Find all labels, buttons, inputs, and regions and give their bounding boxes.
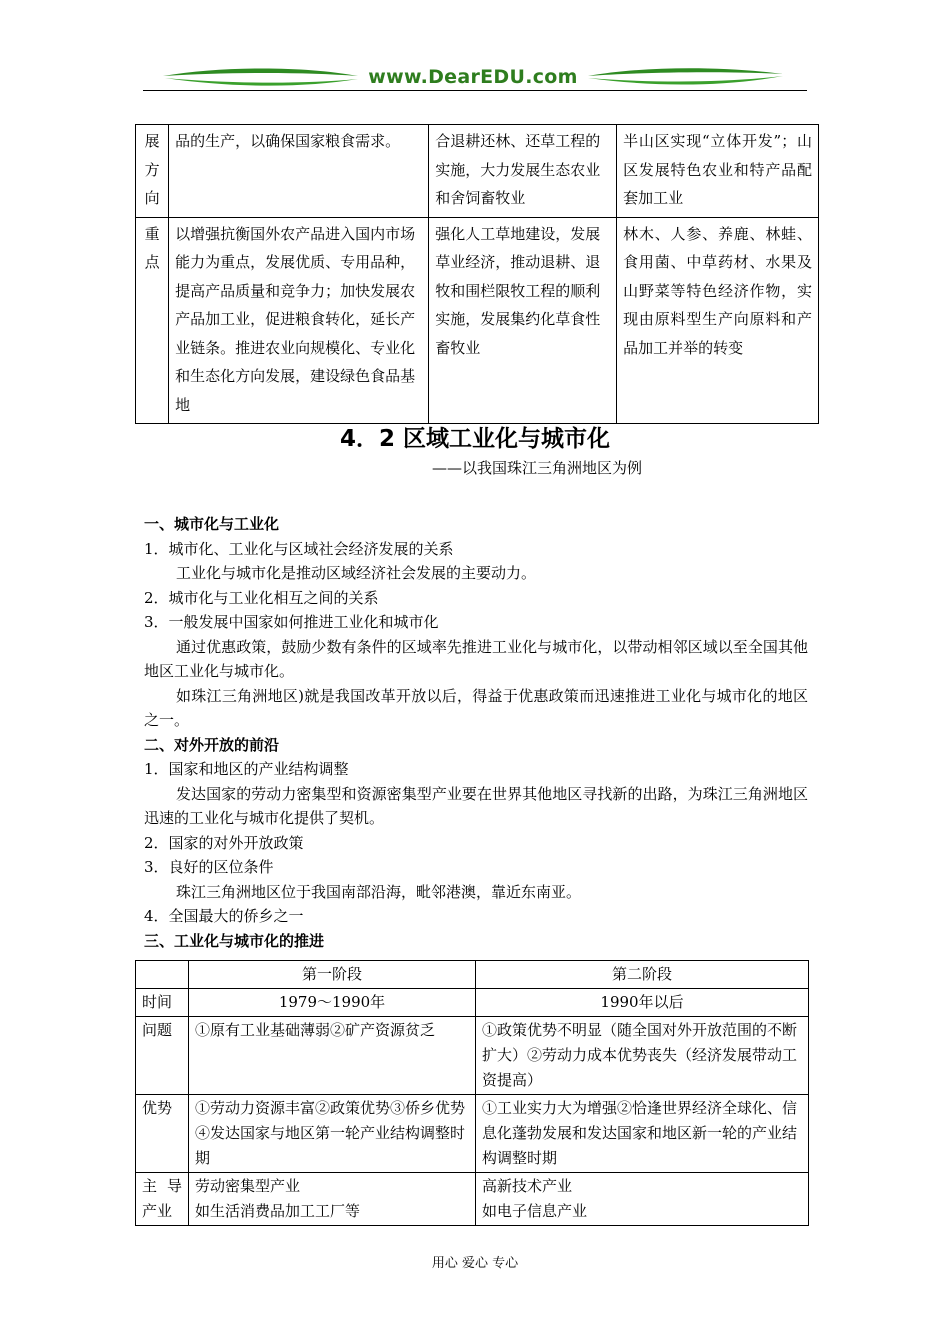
- table-cell: [189, 1173, 476, 1226]
- table-header-cell: [136, 961, 189, 989]
- list-item: 3．良好的区位条件: [144, 858, 274, 876]
- industrialization-table: [135, 960, 809, 1226]
- list-item: 1．城市化、工业化与区域社会经济发展的关系: [144, 539, 454, 558]
- paragraph: 如珠江三角洲地区)就是我国改革开放以后，得益于优惠政策而迅速推进工业化与城市化的地区之一。: [144, 686, 808, 729]
- table-cell: 以增强抗衡国外农产品进入国内市场能力为重点，发展优质、专用品种，提高产品质量和竞争力；加快发展农产品加工业，促进粮食转化，延长产业链条。推进农业向规模化、专业化和生态化方向发展，建设绿色食品基地: [169, 217, 429, 424]
- site-url: www.DearEDU.com: [368, 66, 578, 88]
- table-row: [136, 217, 819, 424]
- table-cell: [476, 1173, 809, 1226]
- row-label: 展方向: [136, 125, 169, 218]
- list-item: 1．国家和地区的产业结构调整: [144, 760, 349, 778]
- list-item: 4．全国最大的侨乡之一: [144, 907, 304, 925]
- paragraph: 工业化与城市化是推动区域经济社会发展的主要动力。: [176, 564, 537, 582]
- table-cell: ①政策优势不明显（随全国对外开放范围的不断扩大）②劳动力成本优势丧失（经济发展带动工资提高）: [476, 1017, 809, 1095]
- table-row: [136, 989, 809, 1017]
- table-header-cell: 第二阶段: [476, 961, 809, 989]
- section-title: 4．2 区域工业化与城市化: [339, 426, 610, 452]
- heading: 三、工业化与城市化的推进: [144, 931, 325, 950]
- paragraph: 通过优惠政策，鼓励少数有条件的区域率先推进工业化与城市化，以带动相邻区域以至全国其他地区工业化与城市化。: [144, 637, 808, 680]
- table-cell: ①原有工业基础薄弱②矿产资源贫乏: [189, 1017, 476, 1095]
- row-label: 主导产业: [136, 1173, 189, 1226]
- section-subtitle: ——以我国珠江三角洲地区为例: [432, 459, 643, 477]
- cell-line: 高新技术产业: [482, 1177, 573, 1195]
- document-body: [144, 512, 808, 953]
- table-cell: ①工业实力大为增强②恰逢世界经济全球化、信息化蓬勃发展和发达国家和地区新一轮的产业结构调整时期: [476, 1095, 809, 1173]
- table-cell: 半山区实现“立体开发”；山区发展特色农业和特产品配套加工业: [617, 125, 819, 218]
- row-label: 优势: [136, 1095, 189, 1173]
- table-cell: 合退耕还林、还草工程的实施，大力发展生态农业和舍饲畜牧业: [429, 125, 617, 218]
- heading: 一、城市化与工业化: [144, 515, 280, 533]
- header-rule: [143, 90, 807, 91]
- paragraph: 珠江三角洲地区位于我国南部沿海，毗邻港澳，靠近东南亚。: [176, 882, 582, 901]
- table-cell: 1979～1990年: [189, 989, 476, 1017]
- list-item: 2．城市化与工业化相互之间的关系: [144, 588, 379, 607]
- heading: 二、对外开放的前沿: [144, 735, 280, 754]
- table-cell: 强化人工草地建设，发展草业经济，推动退耕、退牧和围栏限牧工程的顺利实施，发展集约化草食性畜牧业: [429, 217, 617, 424]
- table-header-cell: 第一阶段: [189, 961, 476, 989]
- table-row: [136, 125, 819, 218]
- table-header-row: [136, 961, 809, 989]
- table-row: [136, 1173, 809, 1226]
- cell-line: 如生活消费品加工工厂等: [195, 1202, 361, 1220]
- cell-line: 劳动密集型产业: [195, 1177, 301, 1195]
- table-cell: 品的生产，以确保国家粮食需求。: [169, 125, 429, 218]
- row-label: 时间: [136, 989, 189, 1017]
- paragraph: 发达国家的劳动力密集型和资源密集型产业要在世界其他地区寻找新的出路，为珠江三角洲地区迅速的工业化与城市化提供了契机。: [144, 784, 808, 827]
- table-cell: 林木、人参、养鹿、林蛙、食用菌、中草药材、水果及山野菜等特色经济作物，实现由原料型生产向原料和产品加工并举的转变: [617, 217, 819, 424]
- list-item: 2．国家的对外开放政策: [144, 833, 304, 852]
- page-footer: 用心 爱心 专心: [431, 1256, 519, 1271]
- table-row: [136, 1095, 809, 1173]
- cell-line: 如电子信息产业: [482, 1202, 588, 1220]
- row-label: 重点: [136, 217, 169, 424]
- site-header-banner: [143, 62, 807, 92]
- agriculture-table: [135, 124, 819, 424]
- table-cell: 1990年以后: [476, 989, 809, 1017]
- list-item: 3．一般发展中国家如何推进工业化和城市化: [144, 613, 439, 631]
- row-label: 问题: [136, 1017, 189, 1095]
- table-row: [136, 1017, 809, 1095]
- table-cell: ①劳动力资源丰富②政策优势③侨乡优势④发达国家与地区第一轮产业结构调整时期: [189, 1095, 476, 1173]
